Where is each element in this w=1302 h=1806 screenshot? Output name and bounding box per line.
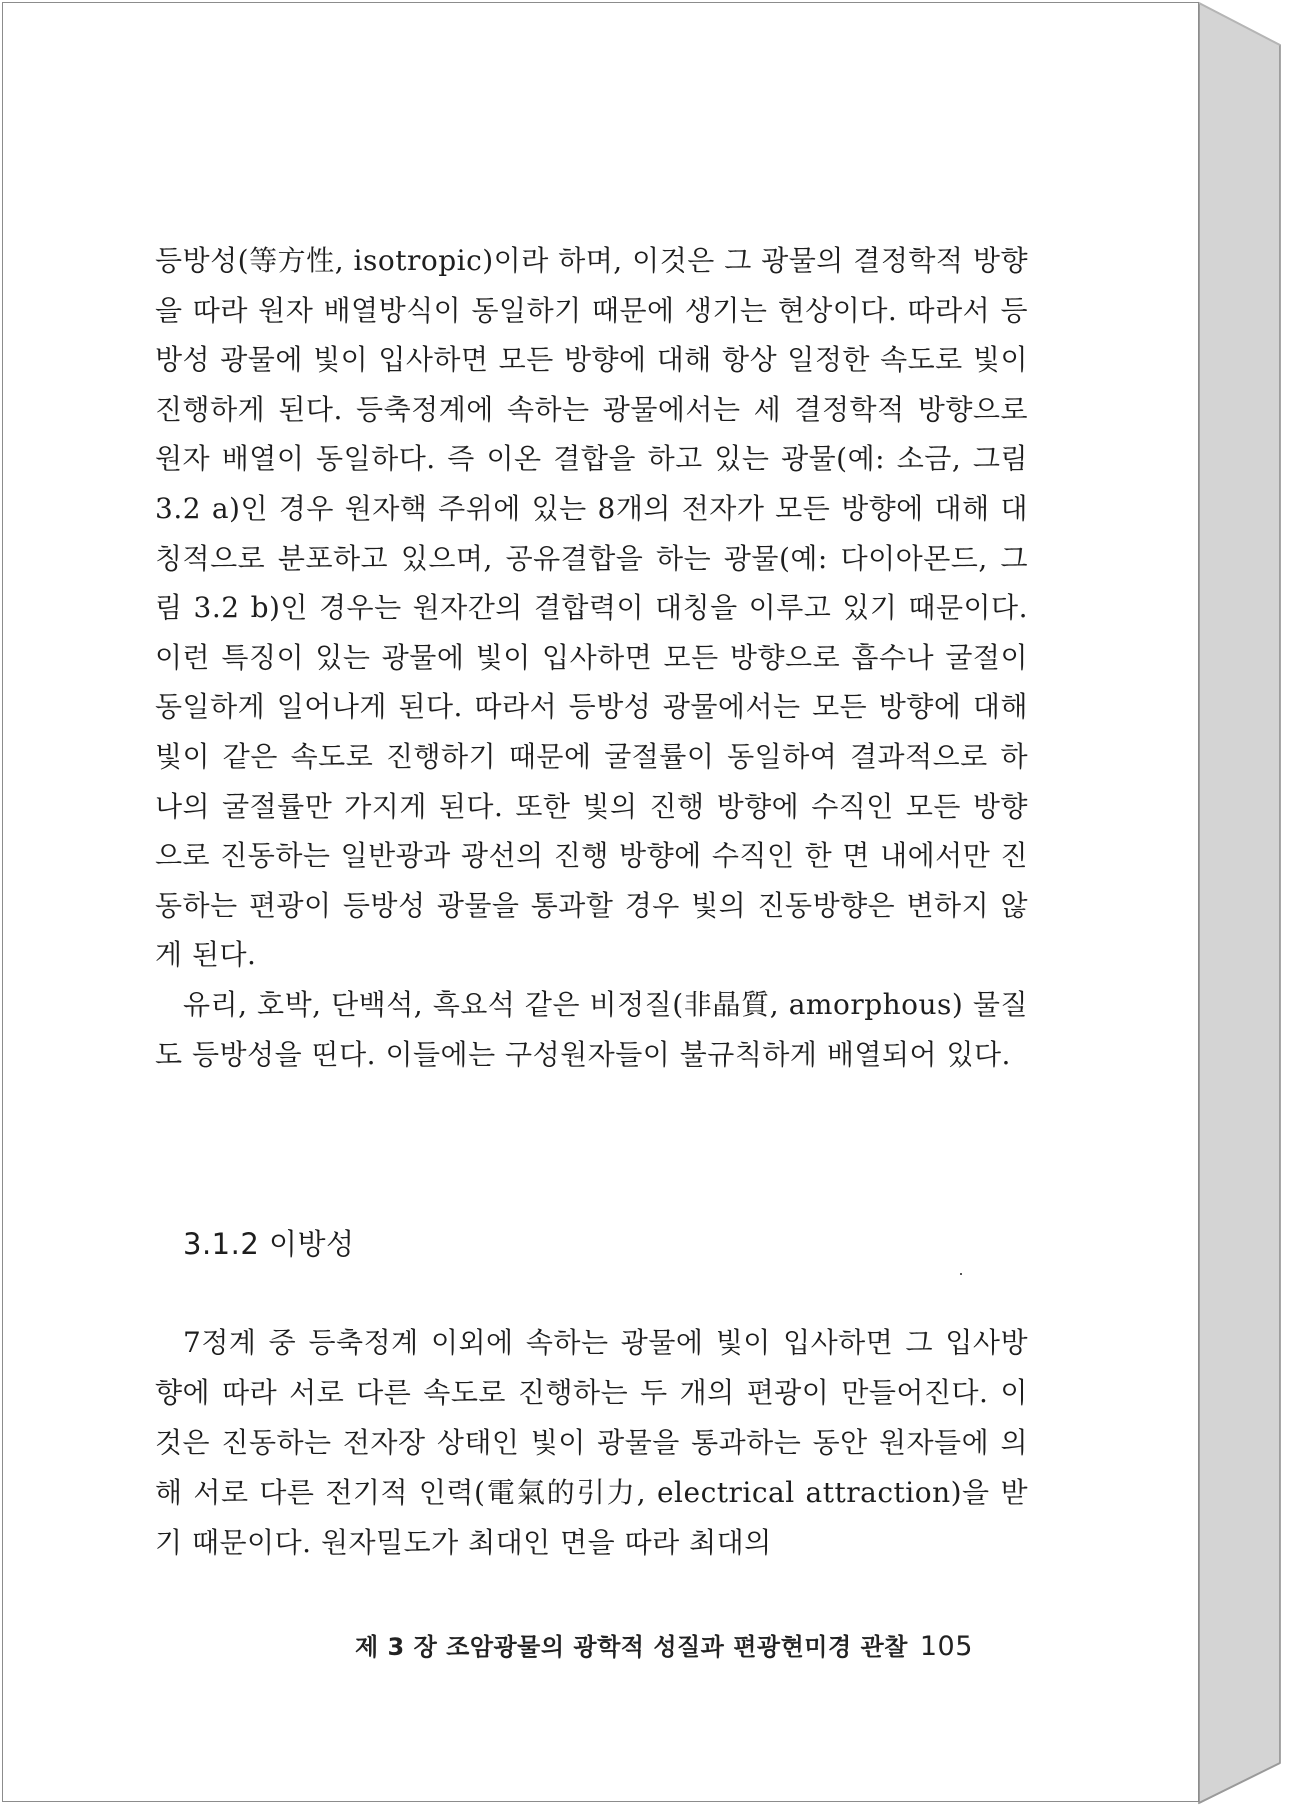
section-body-text [155, 1318, 1028, 1568]
paragraph-amorphous: 유리, 호박, 단백석, 흑요석 같은 비정질(非晶質, amorphous) 물질도 등방성을 띤다. 이들에는 구성원자들이 불규칙하게 배열되어 있다. [155, 987, 1028, 1071]
page-footer [355, 1627, 973, 1662]
chapter-running-title: 제 3 장 조암광물의 광학적 성질과 편광현미경 관찰 [355, 1633, 908, 1661]
paragraph-anisotropy: 7정계 중 등축정계 이외에 속하는 광물에 빛이 입사하면 그 입사방향에 따라 서로 다른 속도로 진행하는 두 개의 편광이 만들어진다. 이것은 진동하는 전자장 상태인 빛이 광물을 통과하는 동안 원자들에 의해 서로 다른 전기적 인력(電氣的引力, electrical attraction)을 받기 때문이다. 원자밀도가 최대인 면을 따라 최대의 [155, 1326, 1028, 1559]
section-heading: 3.1.2 이방성 [183, 1227, 355, 1261]
body-text [155, 236, 1028, 1079]
paragraph-isotropy: 등방성(等方性, isotropic)이라 하며, 이것은 그 광물의 결정학적 방향을 따라 원자 배열방식이 동일하기 때문에 생기는 현상이다. 따라서 등방성 광물에 빛이 입사하면 모든 방향에 대해 항상 일정한 속도로 빛이 진행하게 된다. 등축정계에 속하는 광물에서는 세 결정학적 방향으로 원자 배열이 동일하다. 즉 이온 결합을 하고 있는 광물(예: 소금, 그림 3.2 a)인 경우 원자핵 주위에 있는 8개의 전자가 모든 방향에 대해 대칭적으로 분포하고 있으며, 공유결합을 하는 광물(예: 다이아몬드, 그림 3.2 b)인 경우는 원자간의 결합력이 대칭을 이루고 있기 때문이다. 이런 특징이 있는 광물에 빛이 입사하면 모든 방향으로 흡수나 굴절이 동일하게 일어나게 된다. 따라서 등방성 광물에서는 모든 방향에 대해 빛이 같은 속도로 진행하기 때문에 굴절률이 동일하여 결과적으로 하나의 굴절률만 가지게 된다. 또한 빛의 진행 방향에 수직인 모든 방향으로 진동하는 일반광과 광선의 진행 방향에 수직인 한 면 내에서만 진동하는 편광이 등방성 광물을 통과할 경우 빛의 진동방향은 변하지 않게 된다. [155, 244, 1028, 972]
scan-speck [960, 1273, 962, 1275]
page-number: 105 [919, 1631, 973, 1662]
